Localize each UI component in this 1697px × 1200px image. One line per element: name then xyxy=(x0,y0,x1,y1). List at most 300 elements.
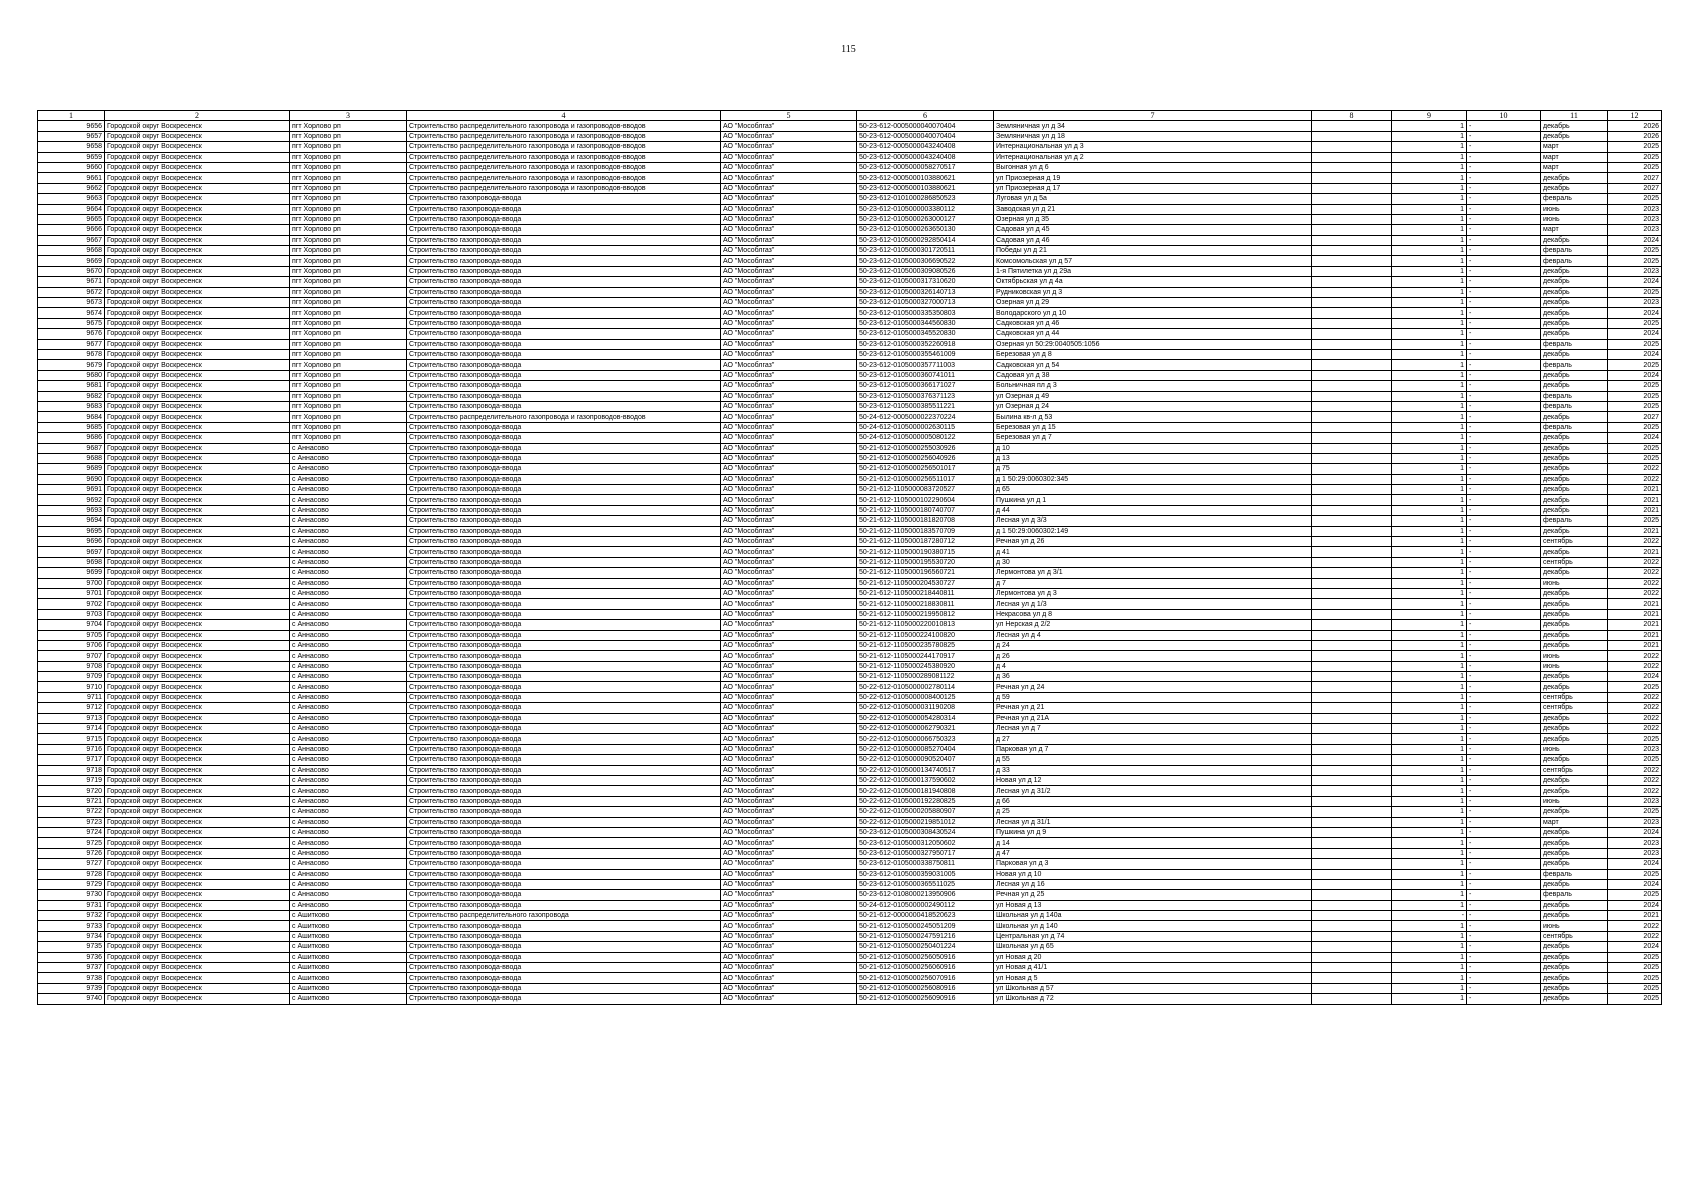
work-type-cell: Строительство газопровода-ввода xyxy=(407,204,721,214)
work-type-cell: Строительство газопровода-ввода xyxy=(407,921,721,931)
count-cell: 1 xyxy=(1392,370,1467,380)
month-cell: декабрь xyxy=(1541,173,1608,183)
year-cell: 2024 xyxy=(1608,859,1662,869)
row-number-cell: 9665 xyxy=(38,214,105,224)
address-cell: ул Озерная д 24 xyxy=(994,401,1312,411)
application-number-cell: 50-23-612-0005000103880621 xyxy=(857,173,994,183)
settlement-cell: с Ашитково xyxy=(290,963,407,973)
month-cell: декабрь xyxy=(1541,900,1608,910)
col8-cell xyxy=(1312,162,1392,172)
col10-cell: - xyxy=(1467,453,1541,463)
organization-cell: АО "Мособлгаз" xyxy=(721,256,857,266)
row-number-cell: 9718 xyxy=(38,765,105,775)
year-cell: 2024 xyxy=(1608,672,1662,682)
row-number-cell: 9695 xyxy=(38,526,105,536)
address-cell: Интернациональная ул д 2 xyxy=(994,152,1312,162)
municipality-cell: Городской округ Воскресенск xyxy=(105,485,290,495)
table-row xyxy=(38,817,1662,827)
year-cell: 2022 xyxy=(1608,724,1662,734)
application-number-cell: 50-23-612-0105000360741011 xyxy=(857,370,994,380)
work-type-cell: Строительство газопровода-ввода xyxy=(407,848,721,858)
col8-cell xyxy=(1312,474,1392,484)
count-cell: 1 xyxy=(1392,173,1467,183)
count-cell: 1 xyxy=(1392,485,1467,495)
month-cell: июнь xyxy=(1541,796,1608,806)
col10-cell: - xyxy=(1467,963,1541,973)
application-number-cell: 50-23-612-0105000385511221 xyxy=(857,401,994,411)
row-number-cell: 9666 xyxy=(38,225,105,235)
month-cell: декабрь xyxy=(1541,807,1608,817)
table-row xyxy=(38,692,1662,702)
address-cell: д 13 xyxy=(994,453,1312,463)
count-cell: - xyxy=(1392,911,1467,921)
work-type-cell: Строительство распределительного газопровода и газопроводов-вводов xyxy=(407,142,721,152)
work-type-cell: Строительство газопровода-ввода xyxy=(407,692,721,702)
application-number-cell: 50-21-612-1105000220010813 xyxy=(857,620,994,630)
year-cell: 2025 xyxy=(1608,734,1662,744)
col10-cell: - xyxy=(1467,931,1541,941)
month-cell: декабрь xyxy=(1541,994,1608,1004)
municipality-cell: Городской округ Воскресенск xyxy=(105,786,290,796)
col10-cell: - xyxy=(1467,848,1541,858)
work-type-cell: Строительство распределительного газопровода и газопроводов-вводов xyxy=(407,173,721,183)
col10-cell: - xyxy=(1467,235,1541,245)
month-cell: декабрь xyxy=(1541,599,1608,609)
col10-cell: - xyxy=(1467,640,1541,650)
count-cell: 1 xyxy=(1392,142,1467,152)
count-cell: 1 xyxy=(1392,360,1467,370)
application-number-cell: 50-22-612-0105000031190208 xyxy=(857,703,994,713)
column-header: 6 xyxy=(857,111,994,121)
settlement-cell: с Ашитково xyxy=(290,994,407,1004)
count-cell: 1 xyxy=(1392,859,1467,869)
application-number-cell: 50-21-612-1105000218830811 xyxy=(857,599,994,609)
municipality-cell: Городской округ Воскресенск xyxy=(105,609,290,619)
row-number-cell: 9711 xyxy=(38,692,105,702)
row-number-cell: 9699 xyxy=(38,568,105,578)
col8-cell xyxy=(1312,173,1392,183)
month-cell: июнь xyxy=(1541,578,1608,588)
year-cell: 2027 xyxy=(1608,412,1662,422)
settlement-cell: с Аннасово xyxy=(290,879,407,889)
month-cell: декабрь xyxy=(1541,942,1608,952)
organization-cell: АО "Мособлгаз" xyxy=(721,630,857,640)
application-number-cell: 50-24-612-0105000002490112 xyxy=(857,900,994,910)
application-number-cell: 50-21-612-1105000187280712 xyxy=(857,537,994,547)
col8-cell xyxy=(1312,256,1392,266)
settlement-cell: пгт Хорлово рп xyxy=(290,433,407,443)
year-cell: 2027 xyxy=(1608,183,1662,193)
month-cell: декабрь xyxy=(1541,277,1608,287)
col8-cell xyxy=(1312,827,1392,837)
col10-cell: - xyxy=(1467,588,1541,598)
application-number-cell: 50-22-612-0105000205880907 xyxy=(857,807,994,817)
settlement-cell: пгт Хорлово рп xyxy=(290,183,407,193)
col10-cell: - xyxy=(1467,672,1541,682)
table-row xyxy=(38,547,1662,557)
table-row xyxy=(38,142,1662,152)
work-type-cell: Строительство газопровода-ввода xyxy=(407,796,721,806)
count-cell: 1 xyxy=(1392,391,1467,401)
application-number-cell: 50-22-612-0105000062790321 xyxy=(857,724,994,734)
application-number-cell: 50-23-612-0105000344560830 xyxy=(857,318,994,328)
application-number-cell: 50-23-612-0105000308430524 xyxy=(857,827,994,837)
col10-cell: - xyxy=(1467,755,1541,765)
month-cell: декабрь xyxy=(1541,298,1608,308)
row-number-cell: 9725 xyxy=(38,838,105,848)
count-cell: 1 xyxy=(1392,214,1467,224)
settlement-cell: пгт Хорлово рп xyxy=(290,246,407,256)
col8-cell xyxy=(1312,890,1392,900)
year-cell: 2025 xyxy=(1608,422,1662,432)
month-cell: сентябрь xyxy=(1541,703,1608,713)
municipality-cell: Городской округ Воскресенск xyxy=(105,983,290,993)
count-cell: 1 xyxy=(1392,266,1467,276)
settlement-cell: пгт Хорлово рп xyxy=(290,349,407,359)
col8-cell xyxy=(1312,277,1392,287)
col8-cell xyxy=(1312,557,1392,567)
year-cell: 2024 xyxy=(1608,349,1662,359)
work-type-cell: Строительство газопровода-ввода xyxy=(407,963,721,973)
address-cell: д 55 xyxy=(994,755,1312,765)
count-cell: 1 xyxy=(1392,931,1467,941)
address-cell: 1-я Пятилетка ул д 29а xyxy=(994,266,1312,276)
application-number-cell: 50-23-612-0105000352260918 xyxy=(857,339,994,349)
organization-cell: АО "Мособлгаз" xyxy=(721,152,857,162)
row-number-cell: 9731 xyxy=(38,900,105,910)
municipality-cell: Городской округ Воскресенск xyxy=(105,620,290,630)
application-number-cell: 50-21-612-1105000218440811 xyxy=(857,588,994,598)
organization-cell: АО "Мособлгаз" xyxy=(721,360,857,370)
application-number-cell: 50-22-612-0105000085270404 xyxy=(857,744,994,754)
work-type-cell: Строительство газопровода-ввода xyxy=(407,381,721,391)
address-cell: Садовая ул д 38 xyxy=(994,370,1312,380)
count-cell: 1 xyxy=(1392,308,1467,318)
year-cell: 2027 xyxy=(1608,173,1662,183)
organization-cell: АО "Мособлгаз" xyxy=(721,827,857,837)
col10-cell: - xyxy=(1467,952,1541,962)
row-number-cell: 9722 xyxy=(38,807,105,817)
municipality-cell: Городской округ Воскресенск xyxy=(105,827,290,837)
application-number-cell: 50-21-612-0105000247591216 xyxy=(857,931,994,941)
application-number-cell: 50-21-612-1105000102290604 xyxy=(857,495,994,505)
address-cell: Садовая ул д 46 xyxy=(994,235,1312,245)
settlement-cell: с Аннасово xyxy=(290,599,407,609)
count-cell: 1 xyxy=(1392,692,1467,702)
count-cell: 1 xyxy=(1392,453,1467,463)
table-row xyxy=(38,911,1662,921)
organization-cell: АО "Мособлгаз" xyxy=(721,495,857,505)
application-number-cell: 50-23-612-0105000292850414 xyxy=(857,235,994,245)
organization-cell: АО "Мособлгаз" xyxy=(721,713,857,723)
table-row xyxy=(38,235,1662,245)
municipality-cell: Городской округ Воскресенск xyxy=(105,911,290,921)
settlement-cell: с Ашитково xyxy=(290,931,407,941)
col10-cell: - xyxy=(1467,921,1541,931)
organization-cell: АО "Мособлгаз" xyxy=(721,786,857,796)
col8-cell xyxy=(1312,568,1392,578)
row-number-cell: 9712 xyxy=(38,703,105,713)
col8-cell xyxy=(1312,983,1392,993)
municipality-cell: Городской округ Воскресенск xyxy=(105,277,290,287)
col10-cell: - xyxy=(1467,661,1541,671)
row-number-cell: 9678 xyxy=(38,349,105,359)
col8-cell xyxy=(1312,724,1392,734)
col10-cell: - xyxy=(1467,142,1541,152)
year-cell: 2024 xyxy=(1608,277,1662,287)
col8-cell xyxy=(1312,744,1392,754)
col10-cell: - xyxy=(1467,381,1541,391)
year-cell: 2025 xyxy=(1608,983,1662,993)
year-cell: 2024 xyxy=(1608,370,1662,380)
settlement-cell: пгт Хорлово рп xyxy=(290,152,407,162)
col8-cell xyxy=(1312,318,1392,328)
row-number-cell: 9730 xyxy=(38,890,105,900)
table-row xyxy=(38,869,1662,879)
work-type-cell: Строительство газопровода-ввода xyxy=(407,256,721,266)
count-cell: 1 xyxy=(1392,672,1467,682)
application-number-cell: 50-21-612-0000000418520623 xyxy=(857,911,994,921)
municipality-cell: Городской округ Воскресенск xyxy=(105,152,290,162)
work-type-cell: Строительство газопровода-ввода xyxy=(407,547,721,557)
organization-cell: АО "Мособлгаз" xyxy=(721,661,857,671)
municipality-cell: Городской округ Воскресенск xyxy=(105,256,290,266)
col8-cell xyxy=(1312,994,1392,1004)
col10-cell: - xyxy=(1467,464,1541,474)
col8-cell xyxy=(1312,620,1392,630)
col8-cell xyxy=(1312,931,1392,941)
year-cell: 2022 xyxy=(1608,474,1662,484)
work-type-cell: Строительство газопровода-ввода xyxy=(407,640,721,650)
settlement-cell: с Аннасово xyxy=(290,848,407,858)
organization-cell: АО "Мособлгаз" xyxy=(721,246,857,256)
row-number-cell: 9723 xyxy=(38,817,105,827)
work-type-cell: Строительство газопровода-ввода xyxy=(407,703,721,713)
table-row xyxy=(38,339,1662,349)
address-cell: Луговая ул д 5а xyxy=(994,194,1312,204)
application-number-cell: 50-23-612-0105000263650130 xyxy=(857,225,994,235)
row-number-cell: 9692 xyxy=(38,495,105,505)
col8-cell xyxy=(1312,547,1392,557)
table-row xyxy=(38,266,1662,276)
month-cell: декабрь xyxy=(1541,776,1608,786)
month-cell: март xyxy=(1541,225,1608,235)
col10-cell: - xyxy=(1467,318,1541,328)
month-cell: декабрь xyxy=(1541,235,1608,245)
application-number-cell: 50-23-612-0005000040070404 xyxy=(857,131,994,141)
work-type-cell: Строительство газопровода-ввода xyxy=(407,973,721,983)
row-number-cell: 9687 xyxy=(38,443,105,453)
address-cell: д 30 xyxy=(994,557,1312,567)
organization-cell: АО "Мособлгаз" xyxy=(721,703,857,713)
count-cell: 1 xyxy=(1392,422,1467,432)
month-cell: декабрь xyxy=(1541,640,1608,650)
address-cell: Садковская ул д 44 xyxy=(994,329,1312,339)
address-cell: Комсомольская ул д 57 xyxy=(994,256,1312,266)
count-cell: 1 xyxy=(1392,983,1467,993)
work-type-cell: Строительство газопровода-ввода xyxy=(407,765,721,775)
col10-cell: - xyxy=(1467,911,1541,921)
year-cell: 2025 xyxy=(1608,973,1662,983)
table-row xyxy=(38,537,1662,547)
application-number-cell: 50-21-612-1105000244170917 xyxy=(857,651,994,661)
count-cell: 1 xyxy=(1392,713,1467,723)
municipality-cell: Городской округ Воскресенск xyxy=(105,682,290,692)
month-cell: февраль xyxy=(1541,869,1608,879)
month-cell: декабрь xyxy=(1541,672,1608,682)
row-number-cell: 9710 xyxy=(38,682,105,692)
col8-cell xyxy=(1312,235,1392,245)
address-cell: Речная ул д 26 xyxy=(994,537,1312,547)
row-number-cell: 9656 xyxy=(38,121,105,131)
address-cell: Школьная ул д 140 xyxy=(994,921,1312,931)
year-cell: 2021 xyxy=(1608,505,1662,515)
year-cell: 2022 xyxy=(1608,568,1662,578)
table-row xyxy=(38,214,1662,224)
month-cell: февраль xyxy=(1541,194,1608,204)
col8-cell xyxy=(1312,879,1392,889)
table-row xyxy=(38,983,1662,993)
year-cell: 2022 xyxy=(1608,537,1662,547)
year-cell: 2025 xyxy=(1608,807,1662,817)
organization-cell: АО "Мособлгаз" xyxy=(721,173,857,183)
municipality-cell: Городской округ Воскресенск xyxy=(105,412,290,422)
table-row xyxy=(38,848,1662,858)
application-number-cell: 50-23-612-0105000326140713 xyxy=(857,287,994,297)
column-header: 5 xyxy=(721,111,857,121)
row-number-cell: 9728 xyxy=(38,869,105,879)
col10-cell: - xyxy=(1467,183,1541,193)
col10-cell: - xyxy=(1467,121,1541,131)
row-number-cell: 9688 xyxy=(38,453,105,463)
col8-cell xyxy=(1312,630,1392,640)
count-cell: 1 xyxy=(1392,204,1467,214)
count-cell: 1 xyxy=(1392,734,1467,744)
col8-cell xyxy=(1312,308,1392,318)
settlement-cell: с Аннасово xyxy=(290,578,407,588)
application-number-cell: 50-21-612-0105000256090916 xyxy=(857,994,994,1004)
address-cell: Лесная ул д 31/2 xyxy=(994,786,1312,796)
row-number-cell: 9690 xyxy=(38,474,105,484)
year-cell: 2022 xyxy=(1608,578,1662,588)
col10-cell: - xyxy=(1467,360,1541,370)
col10-cell: - xyxy=(1467,433,1541,443)
settlement-cell: с Аннасово xyxy=(290,682,407,692)
settlement-cell: с Аннасово xyxy=(290,464,407,474)
settlement-cell: с Аннасово xyxy=(290,453,407,463)
settlement-cell: с Аннасово xyxy=(290,744,407,754)
col10-cell: - xyxy=(1467,578,1541,588)
work-type-cell: Строительство газопровода-ввода xyxy=(407,318,721,328)
year-cell: 2022 xyxy=(1608,703,1662,713)
col10-cell: - xyxy=(1467,609,1541,619)
settlement-cell: пгт Хорлово рп xyxy=(290,339,407,349)
work-type-cell: Строительство газопровода-ввода xyxy=(407,557,721,567)
count-cell: 1 xyxy=(1392,796,1467,806)
work-type-cell: Строительство газопровода-ввода xyxy=(407,942,721,952)
municipality-cell: Городской округ Воскресенск xyxy=(105,287,290,297)
organization-cell: АО "Мособлгаз" xyxy=(721,505,857,515)
address-cell: Лесная ул д 4 xyxy=(994,630,1312,640)
col8-cell xyxy=(1312,339,1392,349)
work-type-cell: Строительство газопровода-ввода xyxy=(407,349,721,359)
row-number-cell: 9706 xyxy=(38,640,105,650)
table-row xyxy=(38,661,1662,671)
row-number-cell: 9714 xyxy=(38,724,105,734)
organization-cell: АО "Мособлгаз" xyxy=(721,339,857,349)
year-cell: 2023 xyxy=(1608,796,1662,806)
municipality-cell: Городской округ Воскресенск xyxy=(105,900,290,910)
year-cell: 2022 xyxy=(1608,713,1662,723)
year-cell: 2021 xyxy=(1608,599,1662,609)
settlement-cell: пгт Хорлово рп xyxy=(290,131,407,141)
municipality-cell: Городской округ Воскресенск xyxy=(105,173,290,183)
work-type-cell: Строительство газопровода-ввода xyxy=(407,931,721,941)
row-number-cell: 9679 xyxy=(38,360,105,370)
organization-cell: АО "Мособлгаз" xyxy=(721,620,857,630)
address-cell: Речная ул д 24 xyxy=(994,682,1312,692)
col8-cell xyxy=(1312,817,1392,827)
settlement-cell: пгт Хорлово рп xyxy=(290,256,407,266)
count-cell: 1 xyxy=(1392,848,1467,858)
municipality-cell: Городской округ Воскресенск xyxy=(105,422,290,432)
application-number-cell: 50-21-612-0105000250401224 xyxy=(857,942,994,952)
municipality-cell: Городской округ Воскресенск xyxy=(105,298,290,308)
address-cell: Речная ул д 21А xyxy=(994,713,1312,723)
col10-cell: - xyxy=(1467,131,1541,141)
work-type-cell: Строительство газопровода-ввода xyxy=(407,620,721,630)
settlement-cell: пгт Хорлово рп xyxy=(290,277,407,287)
address-cell: ул Озерная д 49 xyxy=(994,391,1312,401)
settlement-cell: с Аннасово xyxy=(290,859,407,869)
col10-cell: - xyxy=(1467,391,1541,401)
organization-cell: АО "Мособлгаз" xyxy=(721,776,857,786)
col10-cell: - xyxy=(1467,568,1541,578)
application-number-cell: 50-23-612-0105000335350803 xyxy=(857,308,994,318)
work-type-cell: Строительство газопровода-ввода xyxy=(407,578,721,588)
application-number-cell: 50-23-612-0105000338750811 xyxy=(857,859,994,869)
settlement-cell: пгт Хорлово рп xyxy=(290,298,407,308)
address-cell: д 36 xyxy=(994,672,1312,682)
work-type-cell: Строительство распределительного газопровода и газопроводов-вводов xyxy=(407,152,721,162)
month-cell: декабрь xyxy=(1541,453,1608,463)
count-cell: 1 xyxy=(1392,651,1467,661)
application-number-cell: 50-21-612-1105000181820708 xyxy=(857,516,994,526)
table-row xyxy=(38,931,1662,941)
count-cell: 1 xyxy=(1392,952,1467,962)
work-type-cell: Строительство газопровода-ввода xyxy=(407,422,721,432)
settlement-cell: пгт Хорлово рп xyxy=(290,318,407,328)
col8-cell xyxy=(1312,183,1392,193)
application-number-cell: 50-21-612-1105000224100820 xyxy=(857,630,994,640)
year-cell: 2024 xyxy=(1608,879,1662,889)
count-cell: 1 xyxy=(1392,609,1467,619)
count-cell: 1 xyxy=(1392,526,1467,536)
municipality-cell: Городской округ Воскресенск xyxy=(105,495,290,505)
count-cell: 1 xyxy=(1392,537,1467,547)
organization-cell: АО "Мособлгаз" xyxy=(721,194,857,204)
work-type-cell: Строительство газопровода-ввода xyxy=(407,651,721,661)
work-type-cell: Строительство распределительного газопровода и газопроводов-вводов xyxy=(407,121,721,131)
application-number-cell: 50-23-612-0105000309080526 xyxy=(857,266,994,276)
address-cell: Больничная пл д 3 xyxy=(994,381,1312,391)
year-cell: 2021 xyxy=(1608,609,1662,619)
address-cell: Лермонтова ул д 3/1 xyxy=(994,568,1312,578)
table-row xyxy=(38,609,1662,619)
municipality-cell: Городской округ Воскресенск xyxy=(105,724,290,734)
row-number-cell: 9660 xyxy=(38,162,105,172)
col10-cell: - xyxy=(1467,162,1541,172)
